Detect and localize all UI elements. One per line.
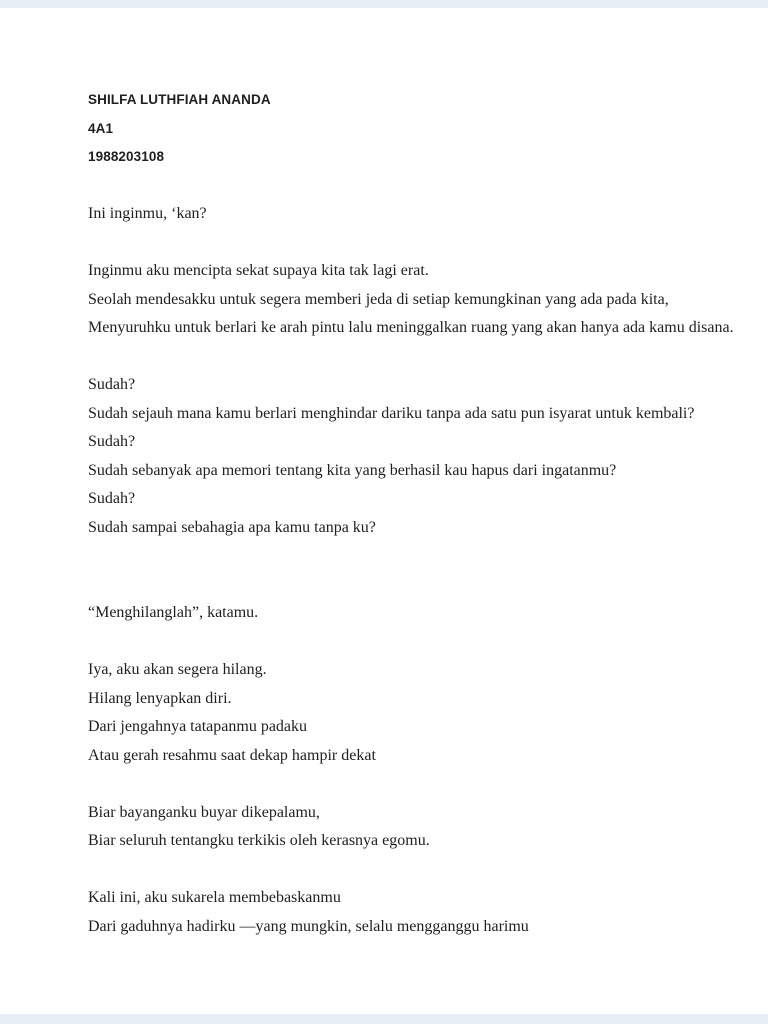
class-code: 4A1	[88, 120, 114, 136]
poem-line: Seolah mendesakku untuk segera memberi jeda di setiap kemungkinan yang ada pada kita,	[88, 290, 669, 308]
blank-line	[88, 542, 708, 571]
poem-line: Sudah sejauh mana kamu berlari menghindar dariku tanpa ada satu pun isyarat untuk kembali?	[88, 404, 695, 422]
poem-line: Menyuruhku untuk berlari ke arah pintu lalu meninggalkan ruang yang akan hanya ada kamu disana.	[88, 319, 734, 336]
poem-line: Kali ini, aku sukarela membebaskanmu	[88, 889, 341, 906]
poem-line: Biar bayanganku buyar dikepalamu,	[88, 803, 320, 821]
blank-line	[88, 343, 708, 372]
blank-line	[88, 770, 708, 799]
blank-line	[88, 856, 708, 885]
blank-line	[88, 229, 708, 258]
poem-line: “Menghilanglah”, katamu.	[88, 604, 259, 621]
blank-line	[88, 172, 708, 201]
poem-line: Sudah?	[88, 433, 136, 450]
blank-line	[88, 571, 708, 600]
author-name: SHILFA LUTHFIAH ANANDA	[88, 92, 271, 107]
poem-line: Sudah?	[88, 490, 136, 507]
blank-line	[88, 628, 708, 657]
poem-line: Inginmu aku mencipta sekat supaya kita tak lagi erat.	[88, 262, 429, 279]
poem-line: Sudah sebanyak apa memori tentang kita yang berhasil kau hapus dari ingatanmu?	[88, 461, 617, 479]
student-id: 1988203108	[88, 149, 165, 164]
poem-line: Sudah sampai sebahagia apa kamu tanpa ku?	[88, 518, 376, 536]
poem-line: Sudah?	[88, 376, 136, 393]
poem-line: Dari jengahnya tatapanmu padaku	[88, 718, 308, 735]
poem-line: Biar seluruh tentangku terkikis oleh kerasnya egomu.	[88, 832, 430, 849]
poem-line: Hilang lenyapkan diri.	[88, 689, 232, 707]
document-content	[0, 8, 768, 941]
document-page	[0, 8, 768, 1014]
poem-line: Ini inginmu, ‘kan?	[88, 205, 207, 222]
poem-line: Dari gaduhnya hadirku —yang mungkin, selalu mengganggu harimu	[88, 917, 529, 935]
poem-line: Atau gerah resahmu saat dekap hampir dekat	[88, 746, 376, 764]
poem-line: Iya, aku akan segera hilang.	[88, 661, 267, 678]
